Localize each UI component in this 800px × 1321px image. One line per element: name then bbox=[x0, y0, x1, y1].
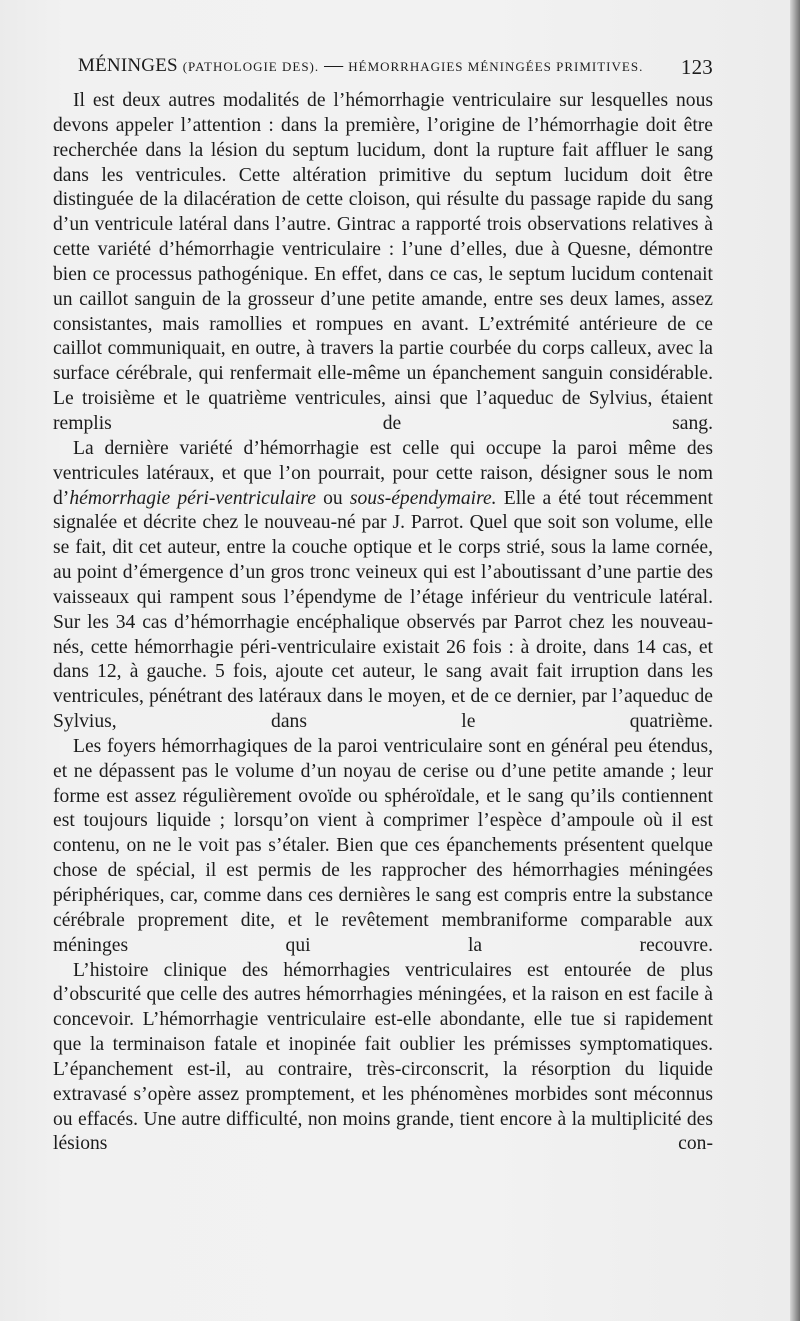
page-number: 123 bbox=[680, 55, 713, 79]
main-text bbox=[53, 89, 713, 1157]
paragraph-2-text-middle: ou bbox=[315, 487, 350, 509]
paragraph-4: L’histoire clinique des hémorrhagies ventriculaires est entourée de plus d’obscurité que celle des autres hémorrhagies méningées, et la raison en est facile à concevoir. L’hémorrhagie ventriculaire est-elle abondante, elle tue si rapidement que la terminaison fatale et inopinée fait oublier les prémisses symptomatiques. L’épanchement est-il, au contraire, très-circonscrit, la résorption du liquide extravasé s’opère assez promptement, et les phénomènes morbides sont méconnus ou effacés. Une autre difficulté, non moins grande, tient encore à la multiplicité des lésions con- bbox=[53, 959, 713, 1155]
header-title bbox=[78, 55, 643, 77]
header-title-main: MÉNINGES bbox=[78, 55, 178, 76]
header-dash: — bbox=[324, 55, 344, 76]
paragraph-1: Il est deux autres modalités de l’hémorrhagie ventriculaire sur lesquelles nous devons appeler l’attention : dans la première, l’origine de l’hémorrhagie doit être recherchée dans la lésion du septum lucidum, dont la rupture fait affluer le sang dans les ventricules. Cette altération primitive du septum lucidum doit être distinguée de la dilacération de cette cloison, qui résulte du passage rapide du sang d’un ventricule latéral dans l’autre. Gintrac a rapporté trois observations relatives à cette variété d’hémorrhagie ventriculaire : l’une d’elles, due à Quesne, démontre bien ce processus pathogénique. En effet, dans ce cas, le septum lucidum contenait un caillot sanguin de la grosseur d’une petite amande, entre ses deux lames, assez consistantes, mais ramollies et rompues en avant. L’extrémité antérieure de ce caillot communiquait, en outre, à travers la partie courbée du corps calleux, avec la surface cérébrale, qui renfermait elle-même un épanchement sanguin considérable. Le troisième et le quatrième ventricules, ainsi que l’aqueduc de Sylvius, étaient remplis de sang. bbox=[53, 90, 713, 434]
running-header bbox=[78, 55, 713, 87]
paragraph-2-text-after: Elle a été tout récemment signalée et décrite chez le nouveau-né par J. Parrot. Quel que soit son volume, elle se fait, dit cet auteur, entre la couche optique et le corps strié, sous la lame cornée, au point d’émergence d’un gros tronc veineux qui est l’aboutissant d’une partie des vaisseaux qui rampent sous l’épendyme de l’étage inférieur du ventricule latéral. Sur les 34 cas d’hémorrhagie encéphalique observés par Parrot chez les nouveau-nés, cette hémorrhagie péri-ventriculaire existait 26 fois : à droite, dans 14 cas, et dans 12, à gauche. 5 fois, ajoute cet auteur, le sang avait fait irruption dans les ventricules, pénétrant des latéraux dans le moyen, et de ce dernier, par l’aqueduc de Sylvius, dans le quatrième. bbox=[53, 487, 713, 733]
header-section-title: HÉMORRHAGIES MÉNINGÉES PRIMITIVES. bbox=[348, 59, 644, 74]
paragraph-2-italic-term-2: sous-épendymaire. bbox=[349, 487, 497, 509]
header-title-paren: (PATHOLOGIE DES). bbox=[182, 59, 320, 74]
page-edge bbox=[790, 0, 800, 1321]
paragraph-2-italic-term-1: hémorrhagie péri-ventriculaire bbox=[69, 487, 316, 509]
paragraph-2 bbox=[53, 437, 713, 735]
paragraph-2-text-before: La dernière variété d’hémorrhagie est celle qui occupe la paroi même des ventricules latéraux, et que l’on pourrait, pour cette raison, désigner sous le nom d’ bbox=[53, 437, 713, 509]
paragraph-3: Les foyers hémorrhagiques de la paroi ventriculaire sont en général peu étendus, et ne dépassent pas le volume d’un noyau de cerise ou d’une petite amande ; leur forme est assez régulièrement ovoïde ou sphéroïdale, et le sang qu’ils contiennent est toujours liquide ; lorsqu’on vient à comprimer l’espèce d’ampoule où il est contenu, on ne le voit pas s’étaler. Bien que ces épanchements présentent quelque chose de spécial, il est permis de les rapprocher des hémorrhagies méningées périphériques, car, comme dans ces dernières le sang est compris entre la substance cérébrale proprement dite, et le revêtement membraniforme comparable aux méninges qui la recouvre. bbox=[53, 735, 713, 956]
